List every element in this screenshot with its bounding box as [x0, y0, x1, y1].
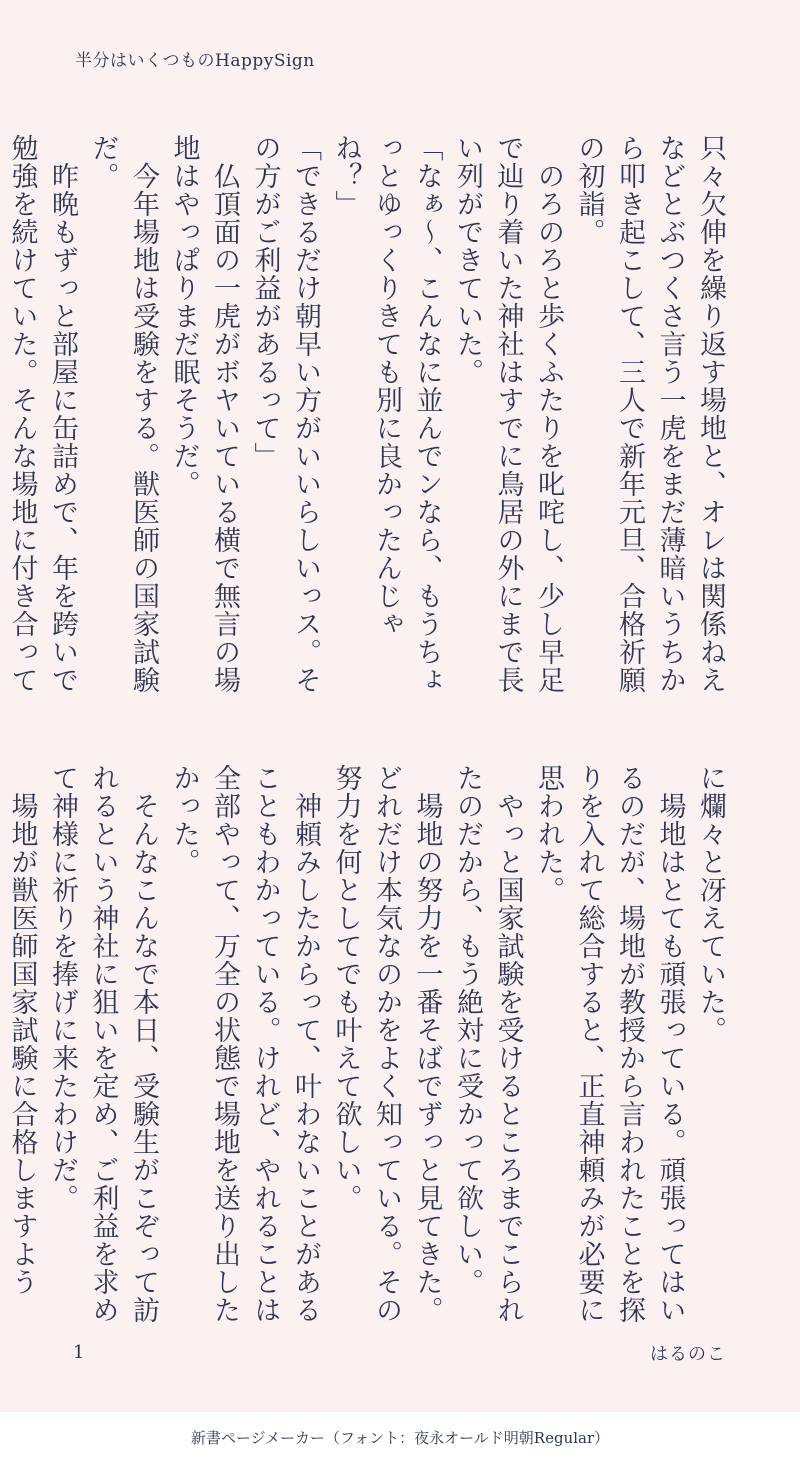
- paragraph: 場地の努力を一番そばでずっと見てきた。どれだけ本気なのかをよく知っている。その努力を何としてでも叶えて欲しい。: [330, 764, 443, 1324]
- paragraph: に爛々と冴えていた。: [695, 764, 726, 1044]
- paragraph: 「なぁ〜、こんなに並んでンなら、もうちょっとゆっくりきても別に良かったんじゃね？」: [330, 134, 443, 694]
- generator-credit: 新書ページメーカー（フォント：夜永オールド明朝Regular）: [0, 1412, 800, 1465]
- paragraph: 仏頂面の一虎がボヤいている横で無言の場地はやっぱりまだ眠そうだ。: [168, 134, 240, 694]
- paragraph: 今年場地は受験をする。獣医師の国家試験だ。: [87, 134, 159, 694]
- page-number: 1: [73, 1342, 85, 1363]
- text-block-lower: [6, 764, 730, 1324]
- paragraph: そんなこんなで本日、受験生がこぞって訪れるという神社に狙いを定め、ご利益を求めて神様に祈りを捧げに来たわけだ。: [47, 764, 159, 1324]
- paragraph: のろのろと歩くふたりを叱咤し、少し早足で辿り着いた神社はすでに鳥居の外にまで長い列ができていた。: [452, 134, 564, 694]
- paragraph: 場地が獣医師国家試験に合格しますよう: [6, 792, 38, 1296]
- paragraph: 神頼みしたからって、叶わないことがあることもわかっている。けれど、やれることは全部やって、万全の状態で場地を送り出したかった。: [168, 764, 321, 1324]
- paragraph: やっと国家試験を受けるところまでこられたのだから、もう絶対に受かって欲しい。: [452, 764, 524, 1324]
- paragraph: 只々欠伸を繰り返す場地と、オレは関係ねえなどとぶつくさ言う一虎をまだ薄暗いうちから叩き起こして、三人で新年元旦、合格祈願の初詣。: [573, 134, 726, 694]
- page-title: 半分はいくつものHappySign: [75, 51, 315, 71]
- paragraph: 場地はとても頑張っている。頑張ってはいるのだが、場地が教授から言われたことを探りを入れて総合すると、正直神頼みが必要に思われた。: [533, 764, 686, 1324]
- text-block-upper: [6, 134, 730, 694]
- author-name: はるのこ: [650, 1344, 726, 1365]
- paragraph: 昨晩もずっと部屋に缶詰めで、年を跨いで勉強を続けていた。そんな場地に付き合って: [6, 134, 78, 694]
- paragraph: 「できるだけ朝早い方がいいらしいっス。その方がご利益があるって」: [249, 134, 321, 694]
